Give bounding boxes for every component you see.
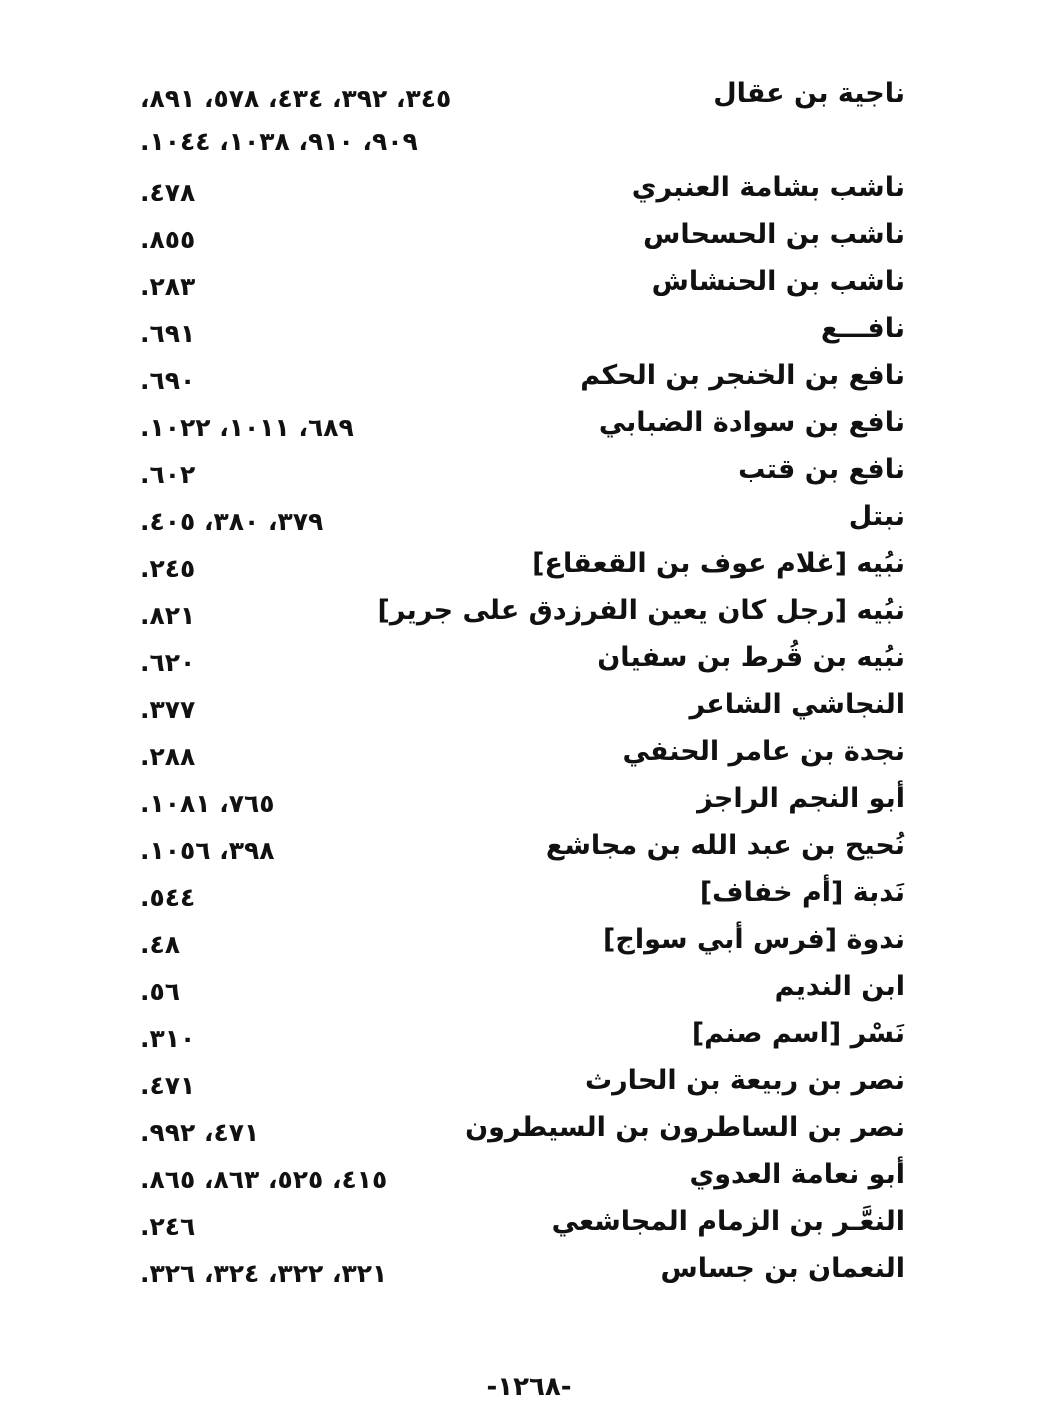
entry-name: ناشب بشامة العنبري — [631, 172, 905, 203]
index-entry — [140, 1108, 905, 1155]
entry-pages: ٤٧١، ٩٩٢. — [140, 1118, 260, 1147]
index-entry-continuation — [140, 121, 905, 168]
index-entry — [140, 262, 905, 309]
index-entry — [140, 403, 905, 450]
index-entry — [140, 1155, 905, 1202]
entry-pages: ٦٩٠. — [140, 366, 196, 395]
entry-pages: ٣٧٧. — [140, 695, 196, 724]
entry-pages: ٦٢٠. — [140, 648, 196, 677]
entry-name: نبُيه [رجل كان يعين الفرزدق على جرير] — [377, 595, 905, 626]
entry-pages: ٥٤٤. — [140, 883, 196, 912]
index-entry — [140, 450, 905, 497]
page-number: -١٢٦٨- — [486, 1372, 572, 1402]
entry-pages: ٤٧٨. — [140, 178, 196, 207]
entry-name: نافع بن قتب — [738, 454, 905, 485]
entry-name: ناجية بن عقال — [713, 78, 905, 109]
entry-pages: ٣١٠. — [140, 1024, 196, 1053]
entry-name: أبو نعامة العدوي — [689, 1159, 905, 1190]
entry-pages: ٤٧١. — [140, 1071, 196, 1100]
entry-pages: ٧٦٥، ١٠٨١. — [140, 789, 275, 818]
index-entry — [140, 1249, 905, 1296]
entry-name: نبُيه بن قُرط بن سفيان — [597, 642, 905, 673]
index-entry — [140, 1014, 905, 1061]
entry-name: النعمان بن جساس — [660, 1253, 905, 1284]
entry-name: نبتل — [848, 501, 905, 532]
entry-pages: ٤١٥، ٥٢٥، ٨٦٣، ٨٦٥. — [140, 1165, 388, 1194]
entry-name: نَدبة [أم خفاف] — [699, 877, 905, 908]
index-entry — [140, 1202, 905, 1249]
entry-pages: ٦٠٢. — [140, 460, 196, 489]
index-entry — [140, 591, 905, 638]
index-entry — [140, 920, 905, 967]
index-entry — [140, 638, 905, 685]
entry-pages: ٣٤٥، ٣٩٢، ٤٣٤، ٥٧٨، ٨٩١، — [140, 84, 452, 113]
entry-name: نافع بن الخنجر بن الحكم — [580, 360, 905, 391]
entry-name: النعَّـر بن الزمام المجاشعي — [551, 1206, 905, 1237]
entry-pages: ٢٨٨. — [140, 742, 196, 771]
entry-name: نافع بن سوادة الضبابي — [598, 407, 905, 438]
index-entry — [140, 74, 905, 121]
entry-pages: ٣٢١، ٣٢٢، ٣٢٤، ٣٢٦. — [140, 1259, 388, 1288]
entry-pages: ٤٨. — [140, 930, 181, 959]
index-entry — [140, 215, 905, 262]
index-entry — [140, 685, 905, 732]
entry-name: نُحيح بن عبد الله بن مجاشع — [545, 830, 905, 861]
entry-name: نبُيه [غلام عوف بن القعقاع] — [532, 548, 905, 579]
index-entry — [140, 873, 905, 920]
index-entry — [140, 497, 905, 544]
index-entry — [140, 356, 905, 403]
entry-name: ناشب بن الحسحاس — [643, 219, 905, 250]
index-entry — [140, 967, 905, 1014]
index-entry — [140, 168, 905, 215]
entry-pages: ٥٦. — [140, 977, 181, 1006]
entry-pages: ٣٧٩، ٣٨٠، ٤٠٥. — [140, 507, 324, 536]
entry-name: نَسْر [اسم صنم] — [691, 1018, 905, 1049]
entry-pages: ٩٠٩، ٩١٠، ١٠٣٨، ١٠٤٤. — [140, 127, 418, 156]
entry-name: ناشب بن الحنشاش — [651, 266, 905, 297]
entry-pages: ٢٨٣. — [140, 272, 196, 301]
entry-name: نجدة بن عامر الحنفي — [622, 736, 905, 767]
entry-pages: ٢٤٦. — [140, 1212, 196, 1241]
entry-pages: ٨٥٥. — [140, 225, 196, 254]
entry-name: نصر بن الساطرون بن السيطرون — [465, 1112, 905, 1143]
index-entry — [140, 309, 905, 356]
index-entry — [140, 1061, 905, 1108]
entry-name: أبو النجم الراجز — [697, 783, 905, 814]
index-entries — [140, 74, 905, 1296]
entry-pages: ٨٢١. — [140, 601, 196, 630]
entry-pages: ٦٨٩، ١٠١١، ١٠٢٢. — [140, 413, 354, 442]
entry-name: نصر بن ربيعة بن الحارث — [585, 1065, 905, 1096]
index-entry — [140, 544, 905, 591]
entry-name: النجاشي الشاعر — [689, 689, 905, 720]
entry-pages: ٣٩٨، ١٠٥٦. — [140, 836, 275, 865]
index-entry — [140, 779, 905, 826]
index-entry — [140, 732, 905, 779]
entry-name: ندوة [فرس أبي سواج] — [603, 924, 905, 955]
entry-pages: ٢٤٥. — [140, 554, 196, 583]
entry-pages: ٦٩١. — [140, 319, 196, 348]
entry-name: ابن النديم — [774, 971, 905, 1002]
index-entry — [140, 826, 905, 873]
entry-name: نافـــع — [820, 313, 905, 344]
